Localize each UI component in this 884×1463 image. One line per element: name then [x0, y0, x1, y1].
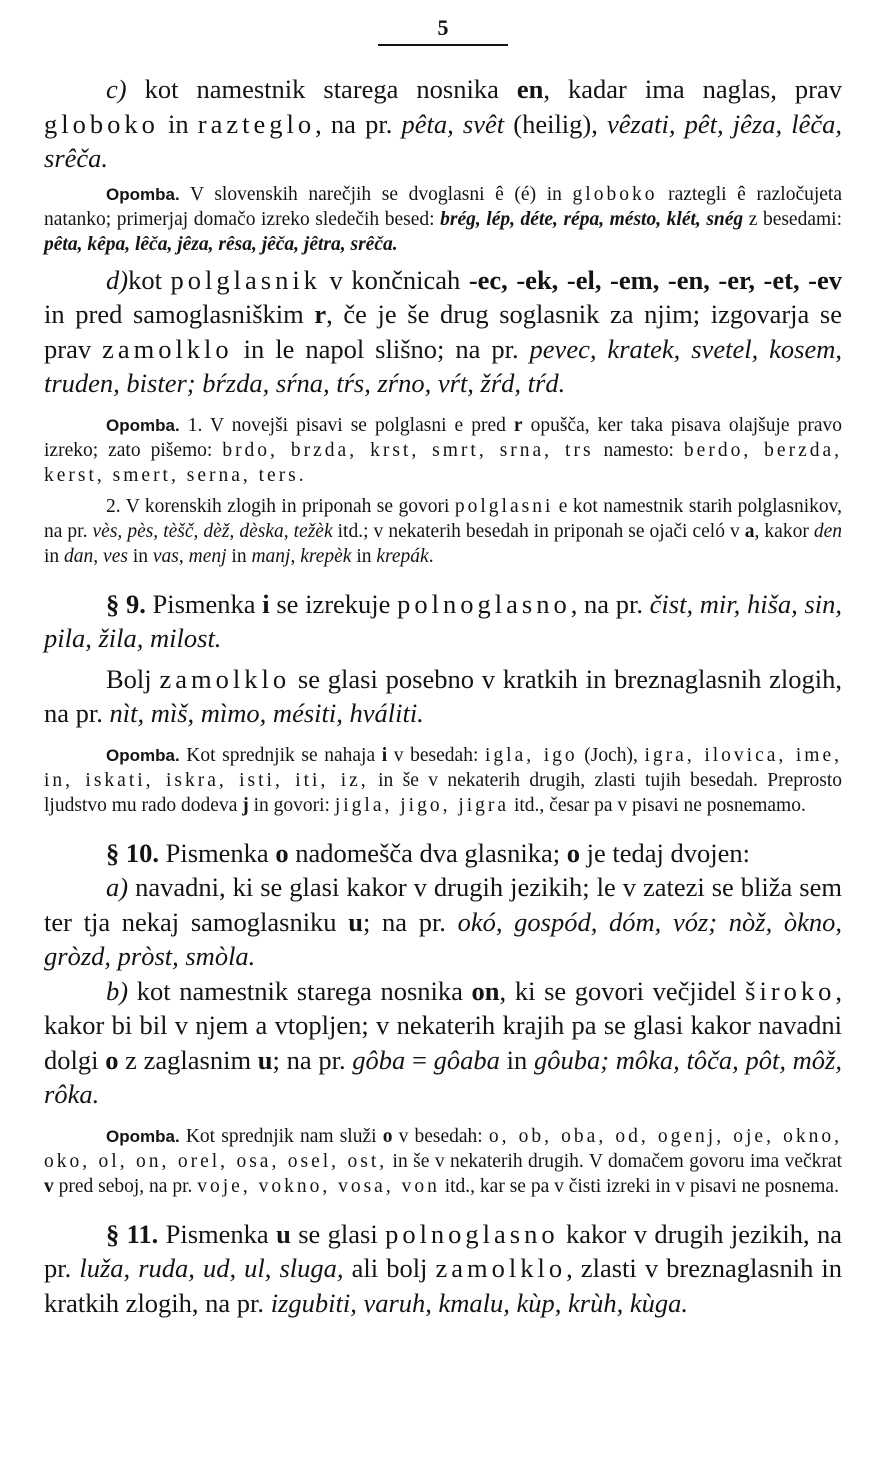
example-words: pêta, svêt — [401, 108, 505, 139]
emphasis: o — [105, 1044, 119, 1075]
spaced-term: razteglo — [197, 108, 316, 139]
example-words: pêta, kêpa, lêča, jêza, rêsa, jêča, jêtra, srêča. — [44, 233, 398, 255]
header-rule — [378, 44, 508, 46]
example-words: okó, gospód, dóm, vóz; nòž, òkno, gròzd, pròst, smòla. — [44, 906, 843, 971]
note-label: Opomba. — [106, 184, 180, 204]
spaced-term: zamolklo — [435, 1253, 567, 1283]
emphasis: j — [242, 794, 249, 816]
emphasis: r — [314, 299, 327, 329]
book-page — [44, 14, 842, 1320]
spaced-term: zamolklo — [102, 333, 233, 364]
spaced-term: polnoglasno — [385, 1218, 559, 1249]
item-marker: d) — [106, 264, 129, 295]
emphasis: u — [276, 1218, 291, 1249]
spaced-term: polglasnik — [170, 264, 321, 295]
note-3: 2. V korenskih zlogih in priponah se govori polglasni e kot namestnik starih polglasnikov, na pr. vès, pès, tèšč, dèž, dèska, težèk itd.; v nekaterih besedah in priponah se ojači celó v a, kakor den in dan, ves in vas, menj in manj, krepèk in krepák. — [44, 495, 843, 567]
section-10-a: a) navadni, ki se glasi kakor v drugih jezikih; le v zatezi se bliža sem ter tja nekaj samoglasniku u; na pr. okó, gospód, dóm, vóz; nòž, òkno, gròzd, pròst, smòla. — [44, 872, 843, 971]
section-9-continued: Bolj zamolklo se glasi posebno v kratkih in breznaglasnih zlogih, na pr. nìt, mìš, mìmo, mésiti, hváliti. — [44, 663, 842, 728]
spaced-words: voje, vokno, vosa, von — [197, 1175, 440, 1197]
example-words: luža, ruda, ud, ul, sluga, — [79, 1253, 344, 1283]
emphasis: i — [262, 588, 270, 619]
emphasis: o — [275, 837, 289, 868]
endings: -ec, -ek, -el, -em, -en, -er, -et, -ev — [468, 264, 842, 295]
note-1: Opomba. V slovenskih narečjih se dvoglasni ê (é) in globoko raztegli ê razločujeta natanko; primerjaj domačo izreko sledečih besed: brég, lép, déte, répa, mésto, klét, snég z besedami: pêta, kêpa, lêča, jêza, rêsa, jêča, jêtra, srêča. — [44, 183, 842, 255]
note-5: Opomba. Kot sprednjik nam služi o v besedah: o, ob, oba, od, ogenj, oje, okno, oko, ol, on, orel, osa, osel, ost, in še v nekaterih drugih. V domačem govoru ima večkrat v pred seboj, na pr. voje, vokno, vosa, von itd., kar se pa v čisti izreki in v pisavi ne posnema. — [44, 1125, 842, 1197]
note-label: Opomba. — [106, 745, 180, 765]
section-10-b: b) kot namestnik starega nosnika on, ki se govori večjidel široko, kakor bi bil v njem a vtopljen; v nekaterih krajih pa se glasi kakor navadni dolgi o z zaglasnim u; na pr. gôba = gôaba in gôuba; môka, tôča, pôt, môž, rôka. — [44, 975, 842, 1109]
example-words: čist, mir, hiša, sin, pila, žila, milost. — [44, 588, 843, 653]
spaced-term: polnoglasno — [397, 588, 571, 619]
spaced-words: brdo, brzda, krst, smrt, srna, trs — [222, 439, 594, 461]
emphasis: r — [513, 414, 523, 436]
spaced-term: globoko — [572, 183, 658, 205]
section-number: § 11. — [106, 1218, 159, 1249]
emphasis: o — [382, 1125, 393, 1147]
emphasis: on — [471, 975, 500, 1006]
spaced-term: zamolklo — [159, 663, 291, 694]
emphasis: o — [566, 837, 580, 868]
section-11: § 11. Pismenka u se glasi polnoglasno kakor v drugih jezikih, na pr. luža, ruda, ud, ul, sluga, ali bolj zamolklo, zlasti v breznaglasnih in kratkih zlogih, na pr. izgubiti, varuh, kmalu, kùp, krùh, kùga. — [44, 1218, 843, 1318]
emphasis: en — [516, 74, 544, 104]
example-words: izgubiti, varuh, kmalu, kùp, krùh, kùga. — [270, 1287, 689, 1318]
spaced-words: igra, ilovica, ime, in, iskati, iskra, isti, iti, iz, — [44, 744, 843, 791]
spaced-words: jigla, jigo, jigra — [334, 794, 510, 816]
emphasis: v — [44, 1175, 54, 1197]
example-words: nìt, mìš, mìmo, mésiti, hváliti. — [109, 698, 424, 728]
emphasis: a — [744, 520, 755, 542]
spaced-words: igla, igo — [485, 744, 578, 766]
spaced-term: globoko — [44, 108, 159, 139]
section-10: § 10. Pismenka o nadomešča dva glasnika; o je tedaj dvojen: — [106, 837, 750, 868]
paragraph-d: d)kot polglasnik v končnicah -ec, -ek, -el, -em, -en, -er, -et, -ev in pred samoglasniškim r, če je še drug soglasnik za njim; izgovarja se prav zamolklo in le napol slišno; na pr. pevec, kratek, svetel, kosem, truden, bister; bŕzda, sŕna, tŕs, zŕno, vŕt, žŕd, tŕd. — [44, 264, 843, 398]
example-words: vès, pès, tèšč, dèž, dèska, težèk — [92, 520, 333, 542]
paragraph-c: c) kot namestnik starega nosnika en, kadar ima naglas, prav globoko in razteglo, na pr. pêta, svêt (heilig), vêzati, pêt, jêza, lêča, srêča. — [44, 74, 843, 173]
spaced-words: o, ob, oba, od, ogenj, oje, okno, oko, ol, on, orel, osa, osel, ost, — [44, 1125, 842, 1172]
note-4: Opomba. Kot sprednjik se nahaja i v besedah: igla, igo (Joch), igra, ilovica, ime, in, iskati, iskra, isti, iti, iz, in še v nekaterih drugih, zlasti tujih besedah. Preprosto ljudstvo mu rado dodeva j in govori: jigla, jigo, jigra itd., česar pa v pisavi ne posnemamo. — [44, 744, 843, 816]
section-number: § 9. — [106, 588, 146, 619]
page-number: 5 — [437, 15, 449, 40]
emphasis: u — [348, 906, 363, 937]
example-words: pevec, kratek, svetel, kosem, truden, bister; bŕzda, sŕna, tŕs, zŕno, vŕt, žŕd, tŕd. — [44, 333, 843, 398]
spaced-term: široko — [745, 975, 836, 1006]
example-words: vêzati, pêt, jêza, lêča, srêča. — [44, 108, 843, 173]
example-words: brég, lép, déte, répa, mésto, klét, snég — [440, 208, 744, 230]
spaced-term: polglasni — [454, 495, 554, 517]
note-2: Opomba. 1. V novejši pisavi se polglasni e pred r opušča, ker taka pisava olajšuje pravo izreko; zato pišemo: brdo, brzda, krst, smrt, srna, trs namesto: berdo, berzda, kerst, smert, serna, ters. — [44, 414, 843, 486]
spaced-words: berdo, berzda, kerst, smert, serna, ters. — [44, 439, 843, 486]
section-9: § 9. Pismenka i se izrekuje polnoglasno, na pr. čist, mir, hiša, sin, pila, žila, milost. — [44, 588, 843, 653]
item-marker: c) — [106, 74, 127, 104]
item-marker: b) — [106, 975, 129, 1006]
note-label: Opomba. — [106, 1126, 180, 1146]
emphasis: i — [381, 744, 388, 766]
note-label: Opomba. — [106, 415, 180, 435]
emphasis: u — [257, 1044, 273, 1075]
section-number: § 10. — [106, 837, 159, 868]
item-marker: a) — [106, 872, 129, 902]
